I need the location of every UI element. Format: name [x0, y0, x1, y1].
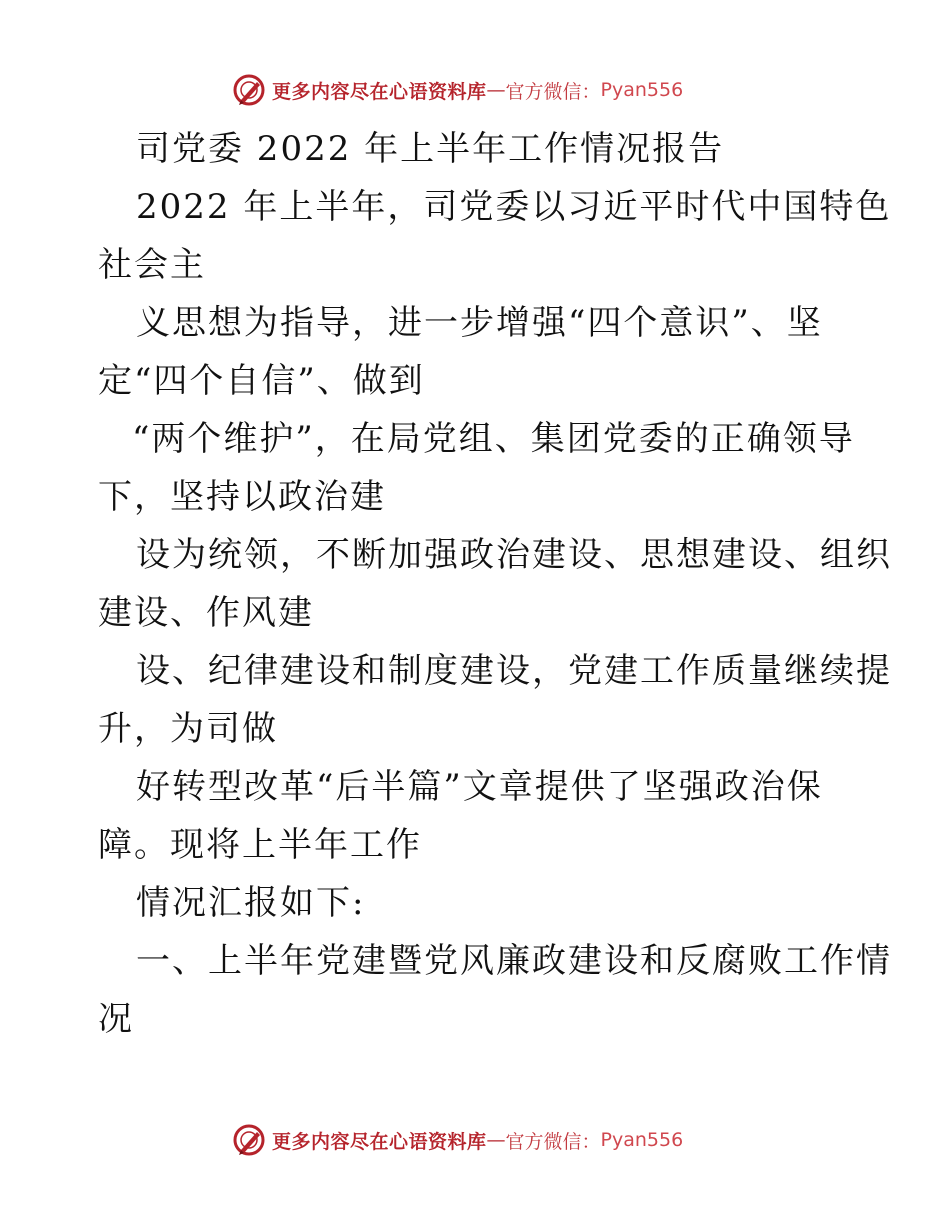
section-heading: 一、上半年党建暨党风廉政建设和反腐败工作情	[136, 941, 892, 981]
text-line: 设为统领，不断加强政治建设、思想建设、组织	[136, 535, 892, 575]
document-title: 司党委 2022 年上半年工作情况报告	[136, 129, 725, 169]
header-site-name: 更多内容尽在心语资料库	[272, 80, 487, 103]
header-separator: —	[486, 79, 506, 101]
text-line: “两个维护”，在局党组、集团党委的正确领导	[132, 419, 855, 459]
pen-circle-logo-icon	[232, 1123, 266, 1157]
footer-site-name: 更多内容尽在心语资料库	[272, 1130, 487, 1153]
text-line: 情况汇报如下:	[136, 883, 366, 923]
text-line: 社会主	[98, 245, 206, 285]
document-body	[98, 120, 892, 1048]
footer-wechat-id: Pyan556	[600, 1129, 684, 1151]
text-line: 好转型改革“后半篇”文章提供了坚强政治保	[136, 767, 823, 807]
text-line: 障。现将上半年工作	[98, 825, 422, 865]
footer-wechat-label: 官方微信：	[505, 1130, 601, 1153]
text-line: 建设、作风建	[98, 593, 314, 633]
text-line: 况	[98, 999, 134, 1039]
footer-separator: —	[486, 1129, 506, 1151]
text-line: 设、纪律建设和制度建设，党建工作质量继续提	[136, 651, 892, 691]
text-line: 2022 年上半年，司党委以习近平时代中国特色	[136, 187, 892, 227]
header-wechat-label: 官方微信：	[505, 80, 601, 103]
text-line: 下，坚持以政治建	[98, 477, 386, 517]
header-wechat-id: Pyan556	[600, 79, 684, 101]
footer-banner	[232, 1122, 732, 1158]
text-line: 升，为司做	[98, 709, 278, 749]
text-line: 定“四个自信”、做到	[98, 361, 425, 401]
text-line: 义思想为指导，进一步增强“四个意识”、坚	[136, 303, 823, 343]
header-banner	[232, 72, 732, 108]
pen-circle-logo-icon	[232, 73, 266, 107]
